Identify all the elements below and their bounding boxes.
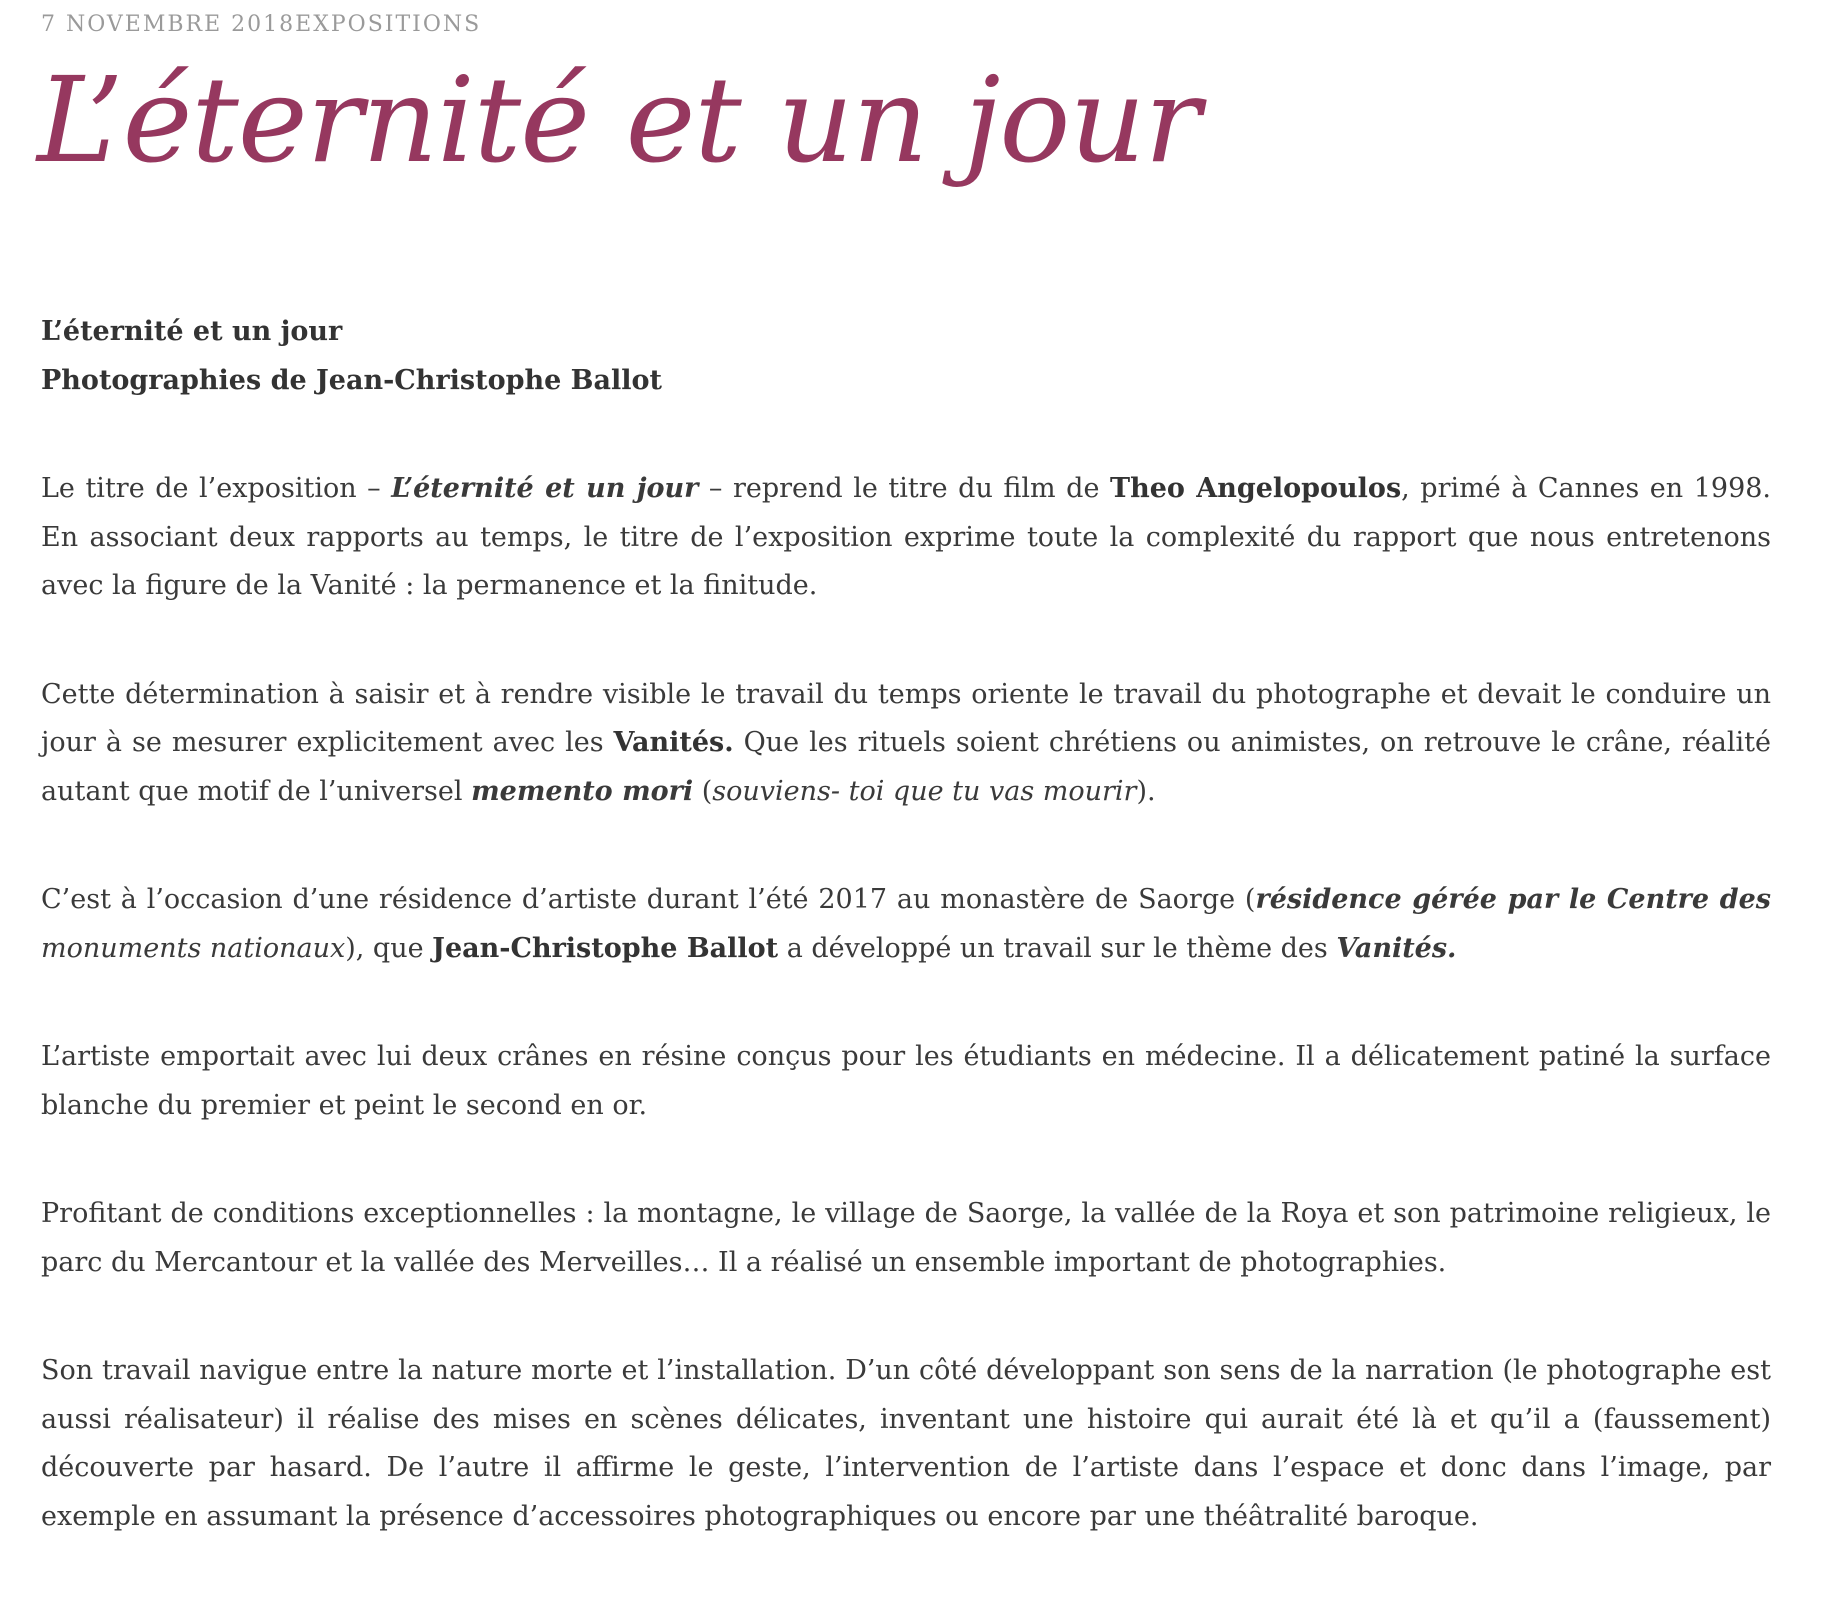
text: ( (693, 775, 713, 807)
intro-subtitle: Photographies de Jean-Christophe Ballot (41, 364, 662, 396)
category-link[interactable]: EXPOSITIONS (295, 12, 482, 37)
text: , primé à Cannes en 1998. En associant deux rapports au temps, le titre de l’exposition exprime toute la complexité du rapport que nous entretenons avec la figure de la Vanité : la permanence et la finitude. (41, 473, 1772, 601)
paragraph-4: L’artiste emportait avec lui deux crânes en résine conçus pour les étudiants en médecine. Il a délicatement patiné la surface blanche du premier et peint le second en or. (41, 1041, 1771, 1121)
paragraph-2 (41, 671, 1771, 817)
post-date-link[interactable]: 7 NOVEMBRE 2018 (41, 12, 296, 37)
intro-title: L’éternité et un jour (41, 316, 343, 347)
text: Le titre de l’exposition – (41, 473, 392, 504)
text: Cette détermination à saisir et à rendre visible le travail du temps oriente le travail du photographe et devait le conduire un jour à se mesurer explicitement avec les (41, 678, 1771, 758)
residence-emphasis-cont: monuments nationaux (41, 932, 346, 964)
article-content (41, 308, 1771, 1541)
text: a développé un travail sur le thème des (778, 932, 1337, 964)
vanites-theme-emphasis: Vanités. (1336, 932, 1457, 964)
residence-emphasis: résidence gérée par le Centre des (1255, 884, 1771, 915)
paragraph-3 (41, 876, 1771, 973)
text: – reprend le titre du film de (698, 473, 1110, 504)
page-title: L’éternité et un jour (37, 51, 1200, 189)
director-name: Theo Angelopoulos (1109, 473, 1402, 504)
paragraph-5: Profitant de conditions exceptionnelles : la montagne, le village de Saorge, la vallée de la Roya et son patrimoine religieux, le parc du Mercantour et la vallée des Merveilles… Il a réalisé un ensemble important de photographies. (41, 1198, 1771, 1278)
text: C’est à l’occasion d’une résidence d’artiste durant l’été 2017 au monastère de Saorge ( (41, 884, 1256, 915)
translation-emphasis: souviens- toi que tu vas mourir (712, 775, 1137, 807)
exhibition-title-emphasis: L’éternité et un jour (391, 473, 699, 504)
post-meta (41, 10, 1771, 40)
text: ). (1136, 775, 1156, 807)
vanites-emphasis: Vanités. (613, 727, 734, 758)
paragraph-1 (41, 465, 1771, 611)
artist-name: Jean-Christophe Ballot (432, 932, 779, 964)
paragraph-6: Son travail navigue entre la nature morte et l’installation. D’un côté développant son sens de la narration (le photographe est aussi réalisateur) il réalise des mises en scènes délicates, inventant une histoire qui aurait été là et qu’il a (faussement) découverte par hasard. De l’autre il affirme le geste, l’intervention de l’artiste dans l’espace et donc dans l’image, par exemple en assumant la présence d’accessoires photographiques ou encore par une théâtralité baroque. (41, 1355, 1771, 1532)
memento-mori-emphasis: memento mori (471, 775, 694, 807)
article (37, 10, 1772, 1601)
text: ), que (345, 932, 433, 964)
text: Que les rituels soient chrétiens ou animistes, on retrouve le crâne, réalité autant que motif de l’universel (41, 727, 1771, 807)
intro-paragraph (41, 308, 1771, 405)
